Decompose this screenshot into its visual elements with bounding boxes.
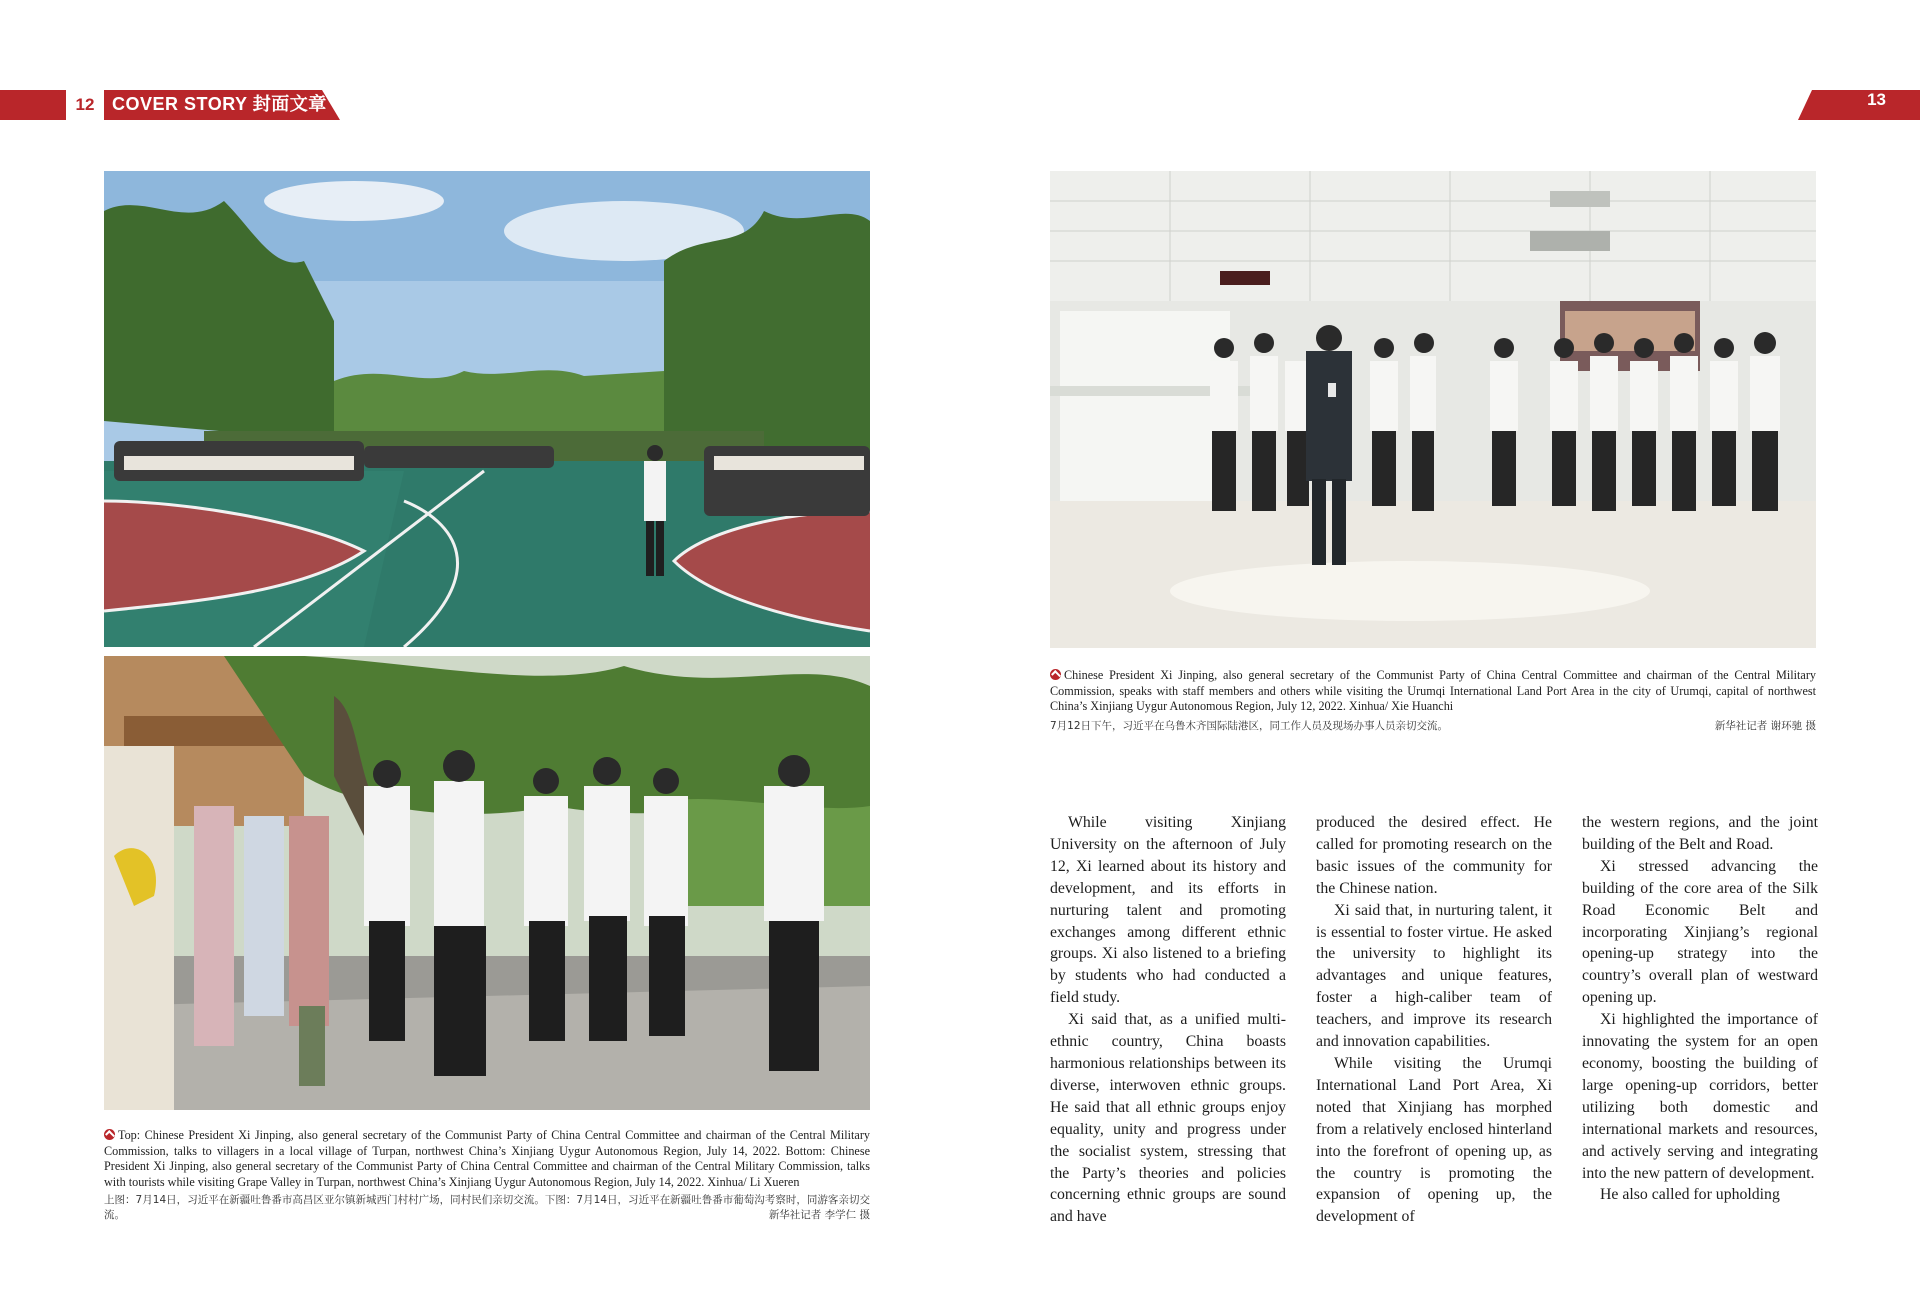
- caption-marker-icon: [104, 1129, 115, 1140]
- left-page-header: [0, 90, 340, 120]
- left-caption-chinese-block: [104, 1193, 870, 1223]
- right-page-header: [1798, 90, 1920, 120]
- section-title: COVER STORY 封面文章: [112, 94, 327, 114]
- article-paragraph: the western regions, and the joint building of the Belt and Road.: [1582, 814, 1818, 853]
- article-column-1: [1050, 812, 1286, 1228]
- left-photo-caption: [104, 1128, 870, 1223]
- left-caption-english: Top: Chinese President Xi Jinping, also general secretary of the Communist Party of China Central Committee and chairman of the Central Military Commission, talks to villagers in a local village of Turpan, northwest China’s Xinjiang Uygur Autonomous Region, July 14, 2022. Bottom: Chinese President Xi Jinping, also general secretary of the Communist Party of China Central Committee and chairman of the Central Military Commission, talks with tourists while visiting Grape Valley in Turpan, northwest China’s Xinjiang Uygur Autonomous Region, July 14, 2022. Xinhua/ Li Xueren: [104, 1128, 870, 1189]
- left-caption-chinese: 上图：7月14日，习近平在新疆吐鲁番市高昌区亚尔镇新城西门村村广场，同村民们亲切交流。下图：7月14日，习近平在新疆吐鲁番市葡萄沟考察时，同游客亲切交流。: [104, 1194, 870, 1221]
- article-paragraph: While visiting the Urumqi International Land Port Area, Xi noted that Xinjiang has morphed from a relatively enclosed hinterland into the forefront of opening up, as the country is promoting the expansion of opening up, the development of: [1316, 1054, 1552, 1226]
- article-paragraph: Xi said that, in nurturing talent, it is essential to foster virtue. He asked the university to highlight its advantages and unique features, foster a high-caliber team of teachers, and improve its research and innovation capabilities.: [1316, 901, 1552, 1051]
- article-paragraph: produced the desired effect. He called for promoting research on the basic issues of the community for the Chinese nation.: [1316, 814, 1552, 897]
- left-page-number: 12: [66, 90, 104, 120]
- right-page-number: 13: [1867, 90, 1886, 109]
- article-paragraph: Xi said that, as a unified multi-ethnic country, China boasts harmonious relationships between its diverse, interwoven ethnic groups. He said that all ethnic groups enjoy equality, unity and progress under the socialist system, stressing that the Party’s theories and policies concerning ethnic groups are sound and have: [1050, 1011, 1286, 1226]
- header-bar: [1798, 90, 1920, 120]
- caption-marker-icon: [1050, 669, 1061, 680]
- left-caption-credit: 新华社记者 李学仁 摄: [768, 1209, 870, 1221]
- grape-valley-tourists-photo: [104, 656, 870, 1110]
- right-caption-chinese: 7月12日下午，习近平在乌鲁木齐国际陆港区，同工作人员及现场办事人员亲切交流。: [1050, 719, 1449, 732]
- article-paragraph: Xi highlighted the importance of innovating the system for an open economy, boosting the building of large opening-up corridors, better utilizing both domestic and international markets and resources, and actively serving and integrating into the new pattern of development.: [1582, 1011, 1818, 1182]
- article-paragraph: While visiting Xinjiang University on the afternoon of July 12, Xi learned about its history and development, and its efforts in nurturing talent and promoting exchanges among different ethnic groups. Xi also listened to a briefing by students who had conducted a field study.: [1050, 814, 1286, 1007]
- right-caption-english: Chinese President Xi Jinping, also general secretary of the Communist Party of China Central Committee and chairman of the Central Military Commission, speaks with staff members and others while visiting the Urumqi International Land Port Area in the city of Urumqi, capital of northwest China’s Xinjiang Uygur Autonomous Region, July 12, 2022. Xinhua/ Xie Huanchi: [1050, 668, 1816, 713]
- right-photo-caption: [1050, 668, 1816, 734]
- article-paragraph: Xi stressed advancing the building of the core area of the Silk Road Economic Belt and incorporating Xinjiang’s regional opening-up strategy into the country’s overall plan of westward opening up.: [1582, 857, 1818, 1007]
- basketball-court-gathering-photo: [104, 171, 870, 647]
- article-column-3: [1582, 812, 1818, 1206]
- article-paragraph: He also called for upholding: [1600, 1186, 1780, 1204]
- land-port-hall-photo: [1050, 171, 1816, 648]
- right-caption-chinese-block: [1050, 719, 1816, 734]
- right-caption-credit: 新华社记者 谢环驰 摄: [1714, 719, 1816, 732]
- article-column-2: [1316, 812, 1552, 1228]
